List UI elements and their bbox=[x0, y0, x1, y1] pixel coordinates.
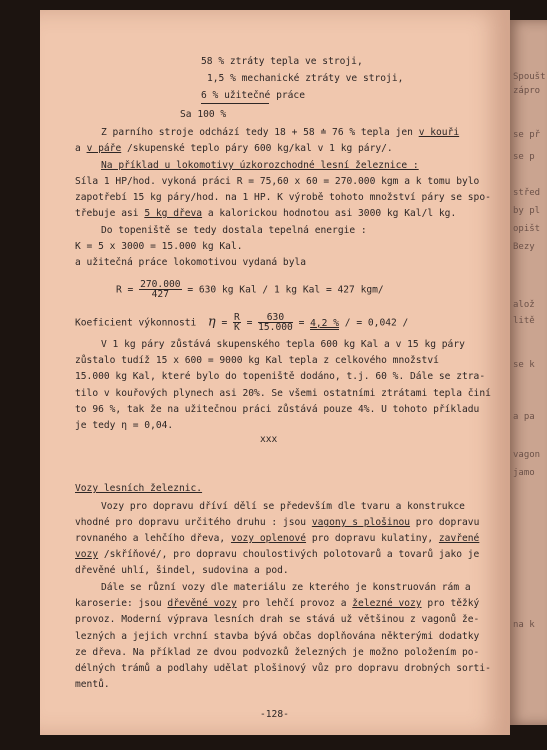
example-heading: Na příklad u lokomotivy úzkorozchodné lesní železnice : bbox=[101, 160, 419, 171]
text-line: Z parního stroje odchází tedy 18 + 58 ≐ 76 % tepla jen v kouři bbox=[101, 127, 460, 138]
text-line: tilo v kouřových plynech asi 20%. Se všemi ostatními ztrátami tepla činí bbox=[75, 388, 491, 399]
adjacent-page-text: zápro bbox=[513, 86, 541, 96]
loss-total: Sa 100 % bbox=[180, 109, 227, 120]
text-line: délných trámů a podlahy udělat plošinový vůz pro dopravu drobných sorti- bbox=[75, 663, 491, 674]
text-line: provoz. Moderní výprava lesních drah se stává už většinou z vagonů že- bbox=[75, 614, 480, 625]
adjacent-page-text: opišt bbox=[513, 224, 541, 234]
loss-item: 6 % užitečné práce bbox=[201, 90, 305, 101]
text-line: mentů. bbox=[75, 679, 110, 690]
text-line: lezných a jejich vrchní stavba bývá občas doplňována některými dodatky bbox=[75, 631, 480, 642]
adjacent-page-text: jamo bbox=[513, 468, 535, 478]
text-line: a užitečná práce lokomotivou vydaná byla bbox=[75, 257, 307, 268]
adjacent-page-text: a pa bbox=[513, 412, 535, 422]
adjacent-page-text: Spoušt bbox=[513, 72, 546, 82]
adjacent-page-text: na k bbox=[513, 620, 535, 630]
loss-item: 58 % ztráty tepla ve stroji, bbox=[201, 56, 363, 67]
fraction: $\frac{270.000}{427}$ bbox=[140, 279, 181, 300]
text-line: K = 5 x 3000 = 15.000 kg Kal. bbox=[75, 241, 243, 252]
text-line: Vozy pro dopravu dříví dělí se především dle tvaru a konstrukce bbox=[101, 501, 465, 512]
text-line: zapotřebí 15 kg páry/hod. na 1 HP. K výrobě tohoto množství páry se spo- bbox=[75, 192, 491, 203]
text-line: Dále se různí vozy dle materiálu ze kterého je konstruován rám a bbox=[101, 582, 471, 593]
adjacent-page-text: litě bbox=[513, 316, 535, 326]
text-line: třebuje asi 5 kg dřeva a kalorickou hodnotou asi 3000 kg Kal/l kg. bbox=[75, 208, 457, 219]
formula-power: R = $\frac{270.000}{427}$ = 630 kg Kal / 1 kg Kal = 427 kgm/ bbox=[116, 279, 384, 300]
adjacent-page-text: se př bbox=[513, 130, 541, 140]
text-line: karoserie: jsou dřevěné vozy pro lehčí provoz a železné vozy pro těžký bbox=[75, 598, 480, 609]
text-line: Síla 1 HP/hod. vykoná práci R = 75,60 x 60 = 270.000 kgm a k tomu bylo bbox=[75, 176, 480, 187]
fraction: $\frac{R}{K}$ bbox=[234, 312, 240, 333]
fraction: $\frac{630}{15.000}$ bbox=[258, 312, 293, 333]
adjacent-page-text: alož bbox=[513, 300, 535, 310]
sum-rule bbox=[201, 103, 269, 104]
text-line: vhodné pro dopravu určitého druhu : jsou vagony s plošinou pro dopravu bbox=[75, 517, 480, 528]
text-line: je tedy η = 0,04. bbox=[75, 420, 174, 431]
adjacent-page-text: střed bbox=[513, 188, 541, 198]
loss-item: 1,5 % mechanické ztráty ve stroji, bbox=[207, 73, 404, 84]
adjacent-page-text: by pl bbox=[513, 206, 541, 216]
page-number: -128- bbox=[260, 709, 289, 720]
text-line: rovnaného a lehčího dřeva, vozy oplenové pro dopravu kulatiny, zavřené bbox=[75, 533, 480, 544]
text-line: dřevěné uhlí, šindel, sudovina a pod. bbox=[75, 565, 289, 576]
text-line: to 96 %, tak že na užitečnou práci zůstává pouze 4%. U tohoto příkladu bbox=[75, 404, 480, 415]
separator: xxx bbox=[260, 434, 278, 445]
adjacent-page-text: se p bbox=[513, 152, 535, 162]
formula-efficiency: Koeficient výkonnosti η = $\frac{R}{K}$ = $\frac{630}{15.000}$ = 4,2 % / = 0,042 / bbox=[75, 312, 409, 333]
text-line: Do topeniště se tedy dostala tepelná energie : bbox=[101, 225, 367, 236]
adjacent-page-text: vagon bbox=[513, 450, 541, 460]
section-heading: Vozy lesních železnic. bbox=[75, 483, 203, 494]
adjacent-page bbox=[505, 20, 547, 725]
text-line: zůstalo tudíž 15 x 600 = 9000 kg Kal tepla z celkového množství bbox=[75, 355, 439, 366]
adjacent-page-text: Bezy bbox=[513, 242, 535, 252]
text-line: a v páře /skupenské teplo páry 600 kg/kal v 1 kg páry/. bbox=[75, 143, 393, 154]
adjacent-page-text: se k bbox=[513, 360, 535, 370]
text-line: ze dřeva. Na příklad ze dvou podvozků železných je možno položením po- bbox=[75, 647, 480, 658]
text-line: 15.000 kg Kal, které bylo do topeniště dodáno, t.j. 60 %. Dále se ztra- bbox=[75, 371, 486, 382]
text-line: vozy /skříňové/, pro dopravu choulostivých polotovarů a tovarů jako je bbox=[75, 549, 480, 560]
text-line: V 1 kg páry zůstává skupenského tepla 600 kg Kal a v 15 kg páry bbox=[101, 339, 465, 350]
